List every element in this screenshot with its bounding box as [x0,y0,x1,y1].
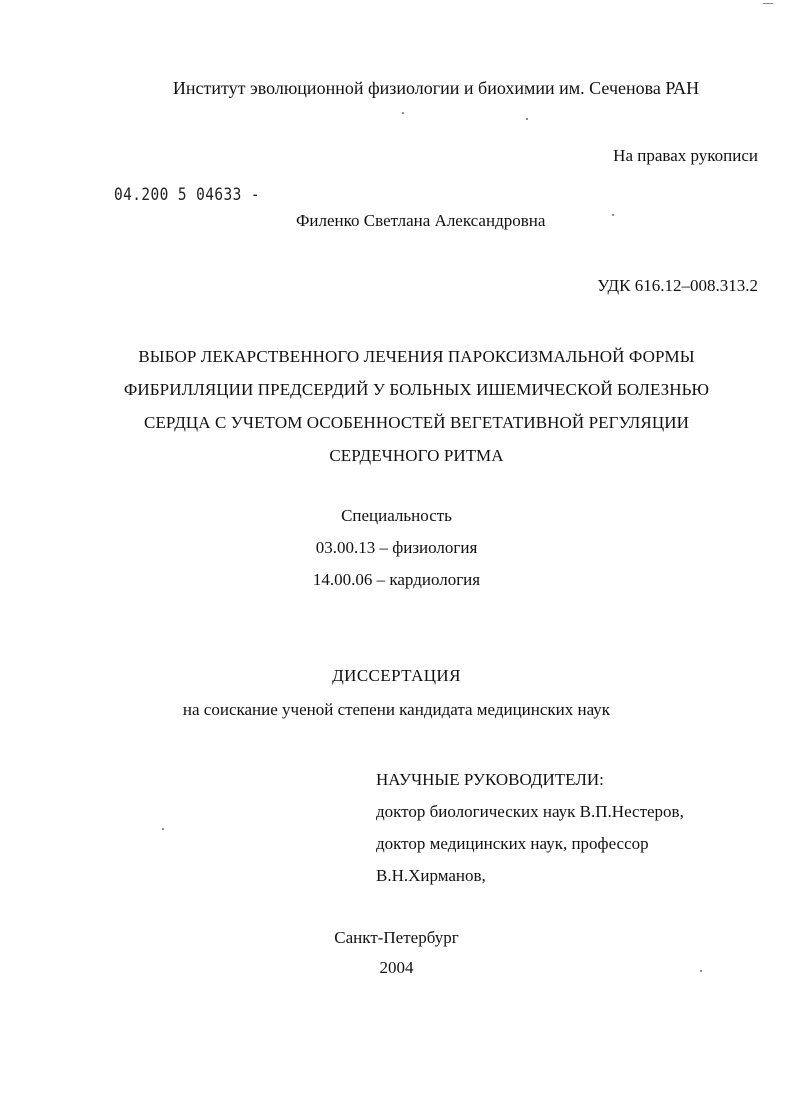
udk-code: УДК 616.12–008.313.2 [597,276,758,295]
archive-stamp: 04.200 5 04633 - [114,185,261,205]
title-line: СЕРДЦА С УЧЕТОМ ОСОБЕННОСТЕЙ ВЕГЕТАТИВНОЙ РЕГУЛЯЦИИ [144,413,689,432]
scan-speck [700,970,702,972]
scan-speck [162,828,164,830]
specialty-label: Специальность [341,506,452,525]
supervisors-heading: НАУЧНЫЕ РУКОВОДИТЕЛИ: [376,770,604,789]
scan-mark [763,3,773,4]
specialty-item: 14.00.06 – кардиология [312,570,481,589]
scan-speck [526,118,528,120]
scan-speck [402,112,404,114]
manuscript-rights-note: На правах рукописи [613,146,758,165]
year: 2004 [379,958,414,977]
title-line: СЕРДЕЧНОГО РИТМА [329,446,504,465]
specialty-item: 03.00.13 – физиология [315,538,478,557]
title-line: ФИБРИЛЛЯЦИИ ПРЕДСЕРДИЙ У БОЛЬНЫХ ИШЕМИЧЕСКОЙ БОЛЕЗНЬЮ [123,380,710,399]
supervisors-block [376,764,684,892]
supervisor-line: В.Н.Хирманов, [376,866,486,885]
dissertation-title [40,340,793,472]
supervisor-line: доктор медицинских наук, профессор [376,834,649,853]
supervisor-line: доктор биологических наук В.П.Нестеров, [376,802,684,821]
author-name: Филенко Светлана Александровна [296,211,546,230]
degree-subtitle: на соискание ученой степени кандидата медицинских наук [182,700,611,719]
title-line: ВЫБОР ЛЕКАРСТВЕННОГО ЛЕЧЕНИЯ ПАРОКСИЗМАЛЬНОЙ ФОРМЫ [138,347,695,366]
scan-speck [612,214,614,216]
institute-name: Институт эволюционной физиологии и биохимии им. Сеченова РАН [172,78,700,98]
dissertation-heading: ДИССЕРТАЦИЯ [332,666,461,685]
city: Санкт-Петербург [334,928,459,947]
